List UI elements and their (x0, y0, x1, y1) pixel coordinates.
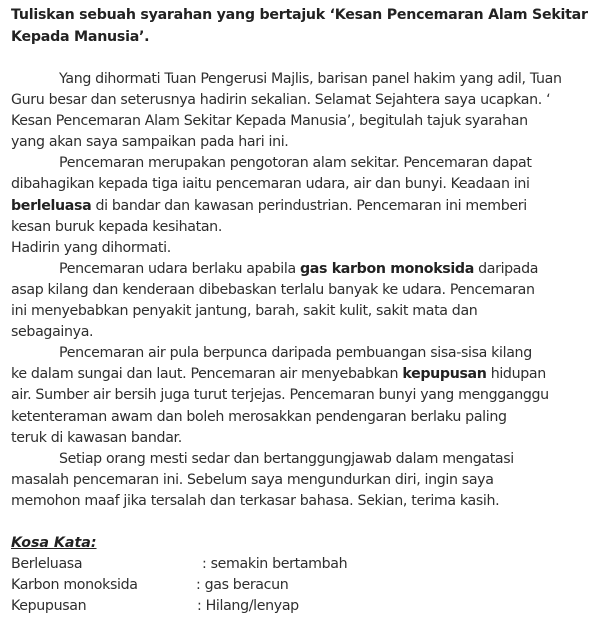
vocabulary-term: Kepupusan (11, 597, 87, 614)
vocabulary-item (11, 554, 595, 575)
line-text: Pencemaran merupakan pengotoran alam sekitar. Pencemaran dapat (59, 155, 532, 172)
text-line: Hadirin yang dihormati. (11, 239, 171, 256)
line-text: daripada (473, 260, 539, 277)
text-line: masalah pencemaran ini. Sebelum saya mengundurkan diri, ingin saya (11, 471, 494, 488)
text-line: ketenteraman awam dan boleh merosakkan pendengaran berlaku paling (11, 408, 507, 425)
text-line: Kesan Pencemaran Alam Sekitar Kepada Manusia’, begitulah tajuk syarahan (11, 113, 528, 130)
vocabulary-item (11, 596, 595, 617)
spacer (11, 512, 595, 533)
text-line (11, 343, 595, 364)
text-line: asap kilang dan kenderaan dibebaskan terlalu banyak ke udara. Pencemaran (11, 281, 535, 298)
paragraph-air-pollution (11, 259, 595, 343)
text-line (11, 196, 595, 217)
line-text: Setiap orang mesti sedar dan bertanggungjawab dalam mengatasi (59, 450, 514, 467)
line-text: hidupan (486, 366, 546, 383)
paragraph-greeting (11, 69, 595, 153)
line-text: ke dalam sungai dan laut. Pencemaran air menyebabkan (11, 366, 403, 383)
text-line (11, 364, 595, 385)
text-line (11, 69, 595, 90)
essay-question (11, 0, 595, 48)
text-line: ini menyebabkan penyakit jantung, barah, sakit kulit, sakit mata dan (11, 303, 478, 320)
text-line: dibahagikan kepada tiga iaitu pencemaran udara, air dan bunyi. Keadaan ini (11, 176, 530, 193)
text-line (11, 153, 595, 174)
text-line (11, 449, 595, 470)
keyword-kepupusan: kepupusan (402, 366, 487, 383)
text-line: air. Sumber air bersih juga turut terjejas. Pencemaran bunyi yang mengganggu (11, 387, 549, 404)
speech-body (11, 69, 595, 512)
vocabulary-term: Karbon monoksida (11, 576, 138, 593)
paragraph-closing (11, 449, 595, 512)
line-text: Pencemaran udara berlaku apabila (59, 260, 300, 277)
vocabulary-item (11, 575, 595, 596)
line-text: di bandar dan kawasan perindustrian. Pencemaran ini memberi (91, 197, 527, 214)
text-line: memohon maaf jika tersalah dan terkasar bahasa. Sekian, terima kasih. (11, 492, 500, 509)
text-line: kesan buruk kepada kesihatan. (11, 218, 222, 235)
vocabulary-section (11, 533, 595, 617)
line-text: Pencemaran air pula berpunca daripada pembuangan sisa-sisa kilang (59, 345, 532, 362)
text-line: sebagainya. (11, 324, 94, 341)
vocabulary-definition: : gas beracun (196, 576, 289, 593)
paragraph-water-noise-pollution (11, 343, 595, 448)
vocabulary-definition: : Hilang/lenyap (197, 597, 299, 614)
text-line: yang akan saya sampaikan pada hari ini. (11, 134, 289, 151)
text-line (11, 259, 595, 280)
vocabulary-term: Berleluasa (11, 555, 83, 572)
line-text: Yang dihormati Tuan Pengerusi Majlis, barisan panel hakim yang adil, Tuan (59, 71, 562, 87)
spacer (11, 48, 595, 69)
keyword-gas-karbon-monoksida: gas karbon monoksida (300, 260, 474, 277)
keyword-berleluasa: berleluasa (11, 197, 92, 214)
vocabulary-definition: : semakin bertambah (202, 555, 348, 572)
question-title-line-1: Tuliskan sebuah syarahan yang bertajuk ‘Kesan Pencemaran Alam Sekitar (11, 7, 588, 23)
vocabulary-heading: Kosa Kata: (11, 534, 97, 551)
paragraph-definition (11, 153, 595, 258)
question-title-line-2: Kepada Manusia’. (11, 29, 150, 45)
text-line: Guru besar dan seterusnya hadirin sekalian. Selamat Sejahtera saya ucapkan. ‘ (11, 92, 551, 109)
text-line: teruk di kawasan bandar. (11, 429, 182, 446)
